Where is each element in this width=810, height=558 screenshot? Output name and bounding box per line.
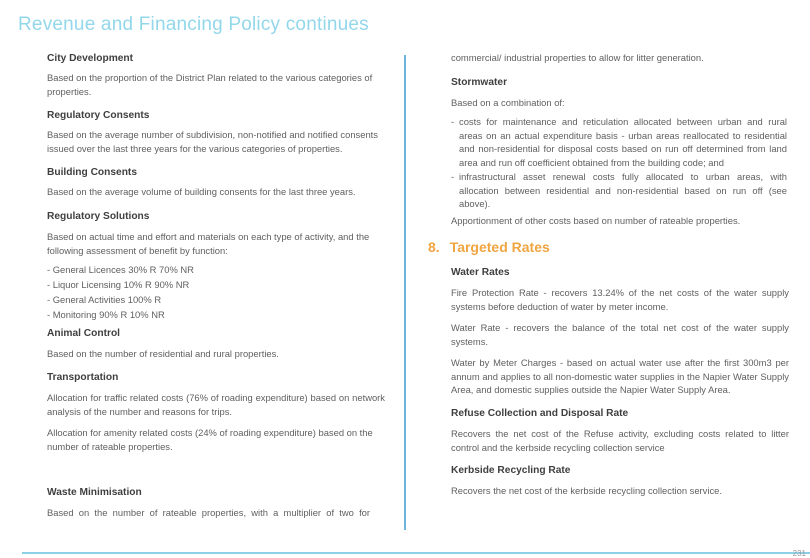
list-item-function: - General Licences 30% R 70% NR <box>47 264 194 275</box>
list-item-text: costs for maintenance and reticulation allocated between urban and rural areas on an actual expenditure basis - urban areas reallocated to residential and non-residential for disposal costs based on run off determined from land area and run off coefficient obtained from the building code; and <box>459 116 787 168</box>
section-title: Targeted Rates <box>449 239 550 255</box>
footer-rule <box>22 552 810 554</box>
list-item-function: - General Activities 100% R <box>47 294 162 305</box>
heading-regulatory-consents: Regulatory Consents <box>47 110 150 121</box>
heading-water-rates: Water Rates <box>451 267 510 278</box>
paragraph-regulatory-solutions: Based on actual time and effort and materials on each type of activity, and the following assessment of benefit by function: <box>47 231 370 256</box>
paragraph-waste-minimisation: Based on the number of rateable properties, with a multiplier of two for <box>47 507 371 518</box>
heading-animal-control: Animal Control <box>47 328 121 339</box>
paragraph-animal-control: Based on the number of residential and rural properties. <box>47 348 279 359</box>
paragraph-transportation-traffic: Allocation for traffic related costs (76% of roading expenditure) based on network analysis of the number and reasons for trips. <box>47 392 385 417</box>
heading-city-development: City Development <box>47 53 134 64</box>
heading-building-consents: Building Consents <box>47 167 137 178</box>
list-item-function: - Monitoring 90% R 10% NR <box>47 309 165 320</box>
page-title: Revenue and Financing Policy continues <box>18 14 369 35</box>
paragraph-regulatory-consents: Based on the average number of subdivision, non-notified and notified consents issued over the last three years for the various categories of properties. <box>47 129 378 154</box>
section-heading-targeted-rates <box>428 239 560 255</box>
list-item-stormwater: - infrastructural asset renewal costs fully allocated to urban areas, with allocation between residential and non-residential based on run off (see above). <box>451 171 787 210</box>
section-number: 8. <box>428 239 440 255</box>
heading-stormwater: Stormwater <box>451 77 508 88</box>
paragraph-building-consents: Based on the average volume of building consents for the last three years. <box>47 186 356 197</box>
heading-regulatory-solutions: Regulatory Solutions <box>47 211 150 222</box>
heading-transportation: Transportation <box>47 372 119 383</box>
list-item-function: - Liquor Licensing 10% R 90% NR <box>47 279 190 290</box>
paragraph-fire-protection-rate: Fire Protection Rate - recovers 13.24% of the net costs of the water supply systems before deduction of water by meter income. <box>451 287 789 312</box>
column-divider <box>404 55 406 530</box>
paragraph-transportation-amenity: Allocation for amenity related costs (24% of roading expenditure) based on the number of rateable properties. <box>47 427 373 452</box>
paragraph-waste-continued: commercial/ industrial properties to allow for litter generation. <box>451 52 704 63</box>
paragraph-water-rate: Water Rate - recovers the balance of the total net cost of the water supply systems. <box>451 322 789 347</box>
heading-refuse-collection: Refuse Collection and Disposal Rate <box>451 408 629 419</box>
paragraph-refuse-collection: Recovers the net cost of the Refuse activity, excluding costs related to litter control and the kerbside recycling collection service <box>451 428 789 453</box>
paragraph-stormwater-apportionment: Apportionment of other costs based on number of rateable properties. <box>451 215 741 226</box>
page-number: 231 <box>792 549 806 558</box>
heading-kerbside-recycling: Kerbside Recycling Rate <box>451 465 571 476</box>
paragraph-stormwater: Based on a combination of: <box>451 97 565 108</box>
paragraph-kerbside-recycling: Recovers the net cost of the kerbside recycling collection service. <box>451 485 722 496</box>
paragraph-water-by-meter: Water by Meter Charges - based on actual water use after the first 300m3 per annum and applies to all non-domestic water supplies in the Napier Water Supply Area, and domestic supplies outside the Napier Water Supply Area. <box>451 357 789 396</box>
heading-waste-minimisation: Waste Minimisation <box>47 487 142 498</box>
paragraph-city-development: Based on the proportion of the District Plan related to the various categories of properties. <box>47 72 373 97</box>
list-item-text: infrastructural asset renewal costs fully allocated to urban areas, with allocation between residential and non-residential based on run off (see above). <box>459 171 787 210</box>
list-item-stormwater: - costs for maintenance and reticulation allocated between urban and rural areas on an actual expenditure basis - urban areas reallocated to residential and non-residential for disposal costs based on run off determined from land area and run off coefficient obtained from the building code; and <box>451 116 787 168</box>
